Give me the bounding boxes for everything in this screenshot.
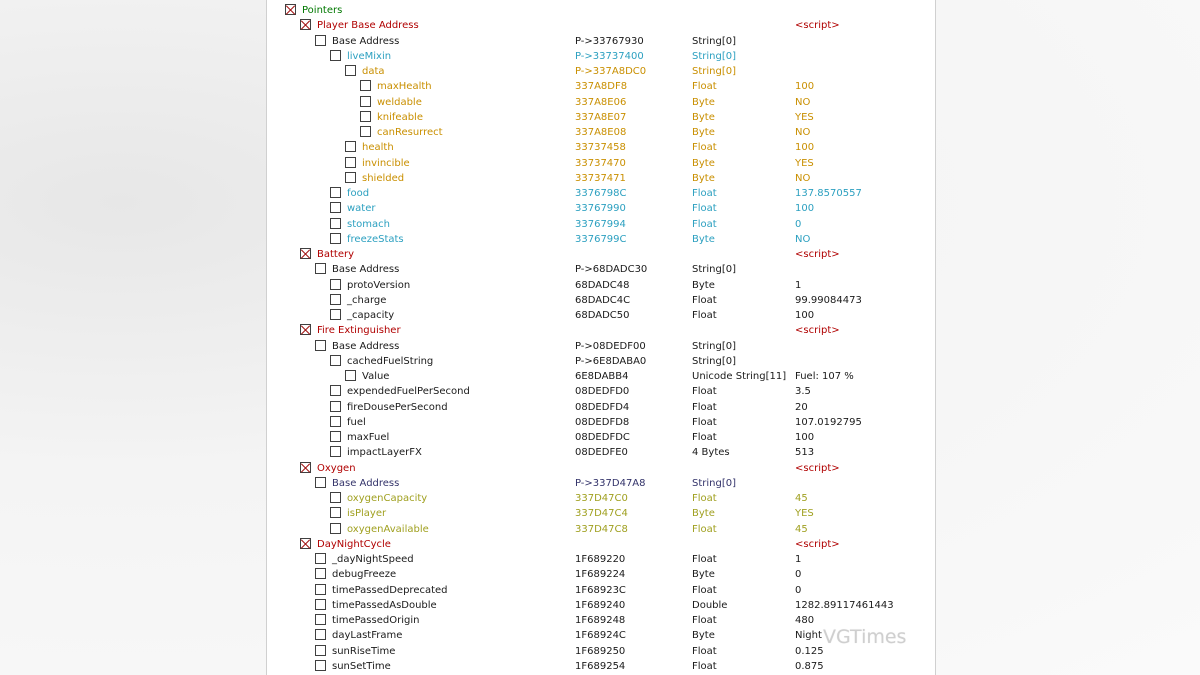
active-checkbox[interactable] — [315, 629, 326, 640]
active-checkbox[interactable] — [315, 645, 326, 656]
row-value[interactable]: 1 — [795, 279, 802, 291]
active-checkbox[interactable] — [360, 126, 371, 137]
row-description[interactable]: invincible — [362, 157, 410, 169]
row-address: 08DEDFE0 — [575, 447, 628, 459]
row-type: Byte — [692, 111, 715, 123]
row-value[interactable]: 0.125 — [795, 645, 824, 657]
row-value[interactable]: 137.8570557 — [795, 188, 862, 199]
table-row[interactable] — [267, 278, 935, 293]
active-checkbox[interactable] — [315, 35, 326, 46]
row-value[interactable]: 0 — [795, 218, 802, 230]
row-type: Float — [692, 432, 717, 443]
row-description[interactable]: fireDousePerSecond — [347, 401, 448, 413]
row-description[interactable]: protoVersion — [347, 279, 411, 291]
table-row[interactable] — [267, 49, 935, 64]
row-description[interactable]: DayNightCycle — [317, 538, 391, 550]
active-checkbox[interactable] — [300, 248, 311, 259]
row-description[interactable]: Fire Extinguisher — [317, 325, 401, 337]
row-value[interactable]: 107.0192795 — [795, 416, 862, 428]
row-value[interactable]: 99.99084473 — [795, 294, 862, 306]
row-address: 33767994 — [575, 218, 626, 230]
table-row[interactable] — [267, 476, 935, 491]
row-type: Float — [692, 142, 717, 154]
row-address: 3376799C — [575, 233, 627, 245]
active-checkbox[interactable] — [330, 187, 341, 198]
row-type: Float — [692, 218, 717, 230]
active-checkbox[interactable] — [360, 96, 371, 107]
table-row[interactable] — [267, 34, 935, 49]
row-type: String[0] — [692, 355, 737, 367]
active-checkbox[interactable] — [330, 523, 341, 534]
table-row[interactable] — [267, 445, 935, 460]
row-value[interactable]: <script> — [795, 249, 840, 260]
table-row[interactable] — [267, 262, 935, 277]
row-description[interactable]: Base Address — [332, 264, 400, 276]
row-address: 3376798C — [575, 188, 627, 199]
row-type: Float — [692, 660, 717, 672]
table-row[interactable] — [267, 522, 935, 537]
row-type: Byte — [692, 157, 715, 169]
row-address: 33737470 — [575, 157, 626, 169]
row-description[interactable]: expendedFuelPerSecond — [347, 386, 470, 398]
row-description[interactable]: timePassedAsDouble — [332, 599, 437, 611]
row-address: 1F68924C — [575, 630, 626, 642]
row-description[interactable]: sunSetTime — [332, 660, 391, 672]
row-type: String[0] — [692, 477, 737, 489]
row-description[interactable]: timePassedOrigin — [332, 615, 420, 626]
row-value[interactable]: YES — [795, 508, 814, 520]
table-row[interactable] — [267, 491, 935, 506]
row-description[interactable]: fuel — [347, 416, 366, 428]
table-row[interactable] — [267, 430, 935, 445]
table-row[interactable] — [267, 232, 935, 247]
row-address: 337A8E06 — [575, 96, 627, 108]
active-checkbox[interactable] — [360, 80, 371, 91]
table-row[interactable] — [267, 583, 935, 598]
active-checkbox[interactable] — [345, 141, 356, 152]
row-description[interactable]: freezeStats — [347, 233, 404, 245]
row-address: 08DEDFD8 — [575, 416, 630, 428]
active-checkbox[interactable] — [315, 263, 326, 274]
row-type: Byte — [692, 172, 715, 184]
table-row[interactable] — [267, 217, 935, 232]
row-description[interactable]: Player Base Address — [317, 20, 419, 32]
row-address: P->68DADC30 — [575, 264, 648, 276]
table-row[interactable] — [267, 659, 935, 674]
table-row[interactable] — [267, 201, 935, 216]
row-type: String[0] — [692, 35, 737, 47]
row-address: 1F689220 — [575, 554, 626, 565]
row-value[interactable]: 1 — [795, 554, 802, 565]
row-description[interactable]: _dayNightSpeed — [332, 554, 414, 565]
row-value[interactable]: NO — [795, 96, 811, 108]
row-type: Byte — [692, 233, 715, 245]
active-checkbox[interactable] — [345, 65, 356, 76]
row-address: P->6E8DABA0 — [575, 355, 647, 367]
row-value[interactable]: Fuel: 107 % — [795, 371, 854, 382]
row-value[interactable]: YES — [795, 111, 814, 123]
row-type: Unicode String[11] — [692, 371, 787, 382]
row-type: Float — [692, 523, 717, 535]
table-row[interactable] — [267, 369, 935, 384]
row-type: Float — [692, 81, 717, 93]
active-checkbox[interactable] — [330, 507, 341, 518]
table-row[interactable] — [267, 247, 935, 262]
row-value[interactable]: 100 — [795, 81, 815, 93]
row-description[interactable]: maxHealth — [377, 81, 432, 93]
row-type: Float — [692, 645, 717, 657]
row-value[interactable]: 3.5 — [795, 386, 811, 398]
row-address: 6E8DABB4 — [575, 371, 629, 382]
active-checkbox[interactable] — [330, 401, 341, 412]
table-row[interactable] — [267, 3, 935, 18]
row-address: 1F689254 — [575, 660, 626, 672]
row-address: 08DEDFDC — [575, 432, 630, 443]
row-address: 1F689248 — [575, 615, 626, 626]
row-value[interactable]: 100 — [795, 203, 815, 215]
row-value[interactable]: <script> — [795, 325, 840, 337]
row-type: Float — [692, 294, 717, 306]
row-value[interactable]: 0 — [795, 569, 802, 581]
active-checkbox[interactable] — [330, 416, 341, 427]
active-checkbox[interactable] — [315, 660, 326, 671]
row-description[interactable]: isPlayer — [347, 508, 387, 520]
table-row[interactable] — [267, 537, 935, 552]
table-row[interactable] — [267, 567, 935, 582]
table-row[interactable] — [267, 400, 935, 415]
table-row[interactable] — [267, 354, 935, 369]
row-address: 68DADC4C — [575, 294, 631, 306]
row-value[interactable]: 100 — [795, 310, 815, 321]
active-checkbox[interactable] — [330, 492, 341, 503]
row-address: P->08DEDF00 — [575, 340, 646, 352]
row-type: Float — [692, 386, 717, 398]
row-description[interactable]: stomach — [347, 218, 390, 230]
table-row[interactable] — [267, 339, 935, 354]
row-value[interactable]: 100 — [795, 142, 815, 154]
row-description[interactable]: debugFreeze — [332, 569, 397, 581]
row-description[interactable]: shielded — [362, 172, 405, 184]
row-type: Float — [692, 401, 717, 413]
row-description[interactable]: oxygenCapacity — [347, 493, 428, 504]
active-checkbox[interactable] — [345, 370, 356, 381]
row-description[interactable]: canResurrect — [377, 127, 443, 138]
active-checkbox[interactable] — [285, 4, 296, 15]
row-description[interactable]: Base Address — [332, 35, 400, 47]
active-checkbox[interactable] — [315, 584, 326, 595]
row-type: Float — [692, 188, 717, 199]
row-type: Float — [692, 310, 717, 321]
row-address: 337A8E08 — [575, 127, 627, 138]
row-value[interactable]: 45 — [795, 493, 808, 504]
row-type: String[0] — [692, 50, 737, 62]
row-description[interactable]: _capacity — [347, 310, 395, 321]
active-checkbox[interactable] — [330, 202, 341, 213]
row-address: 337A8E07 — [575, 111, 627, 123]
active-checkbox[interactable] — [360, 111, 371, 122]
row-description[interactable]: water — [347, 203, 376, 215]
active-checkbox[interactable] — [330, 218, 341, 229]
row-value[interactable]: 45 — [795, 523, 808, 535]
table-row[interactable] — [267, 552, 935, 567]
row-type: String[0] — [692, 264, 737, 276]
row-address: 1F689240 — [575, 599, 626, 611]
row-type: Byte — [692, 127, 715, 138]
row-description[interactable]: oxygenAvailable — [347, 523, 429, 535]
row-type: Byte — [692, 96, 715, 108]
table-row[interactable] — [267, 79, 935, 94]
row-type: Float — [692, 615, 717, 626]
row-description[interactable]: _charge — [347, 294, 387, 306]
row-value[interactable]: 0 — [795, 584, 802, 596]
row-description[interactable]: liveMixin — [347, 50, 392, 62]
row-address: 33737471 — [575, 172, 626, 184]
active-checkbox[interactable] — [300, 538, 311, 549]
row-description[interactable]: health — [362, 142, 394, 154]
active-checkbox[interactable] — [330, 294, 341, 305]
row-value[interactable]: <script> — [795, 538, 840, 550]
row-value[interactable]: Night — [795, 630, 822, 642]
row-address: 337A8DF8 — [575, 81, 628, 93]
row-description[interactable]: Value — [362, 371, 390, 382]
active-checkbox[interactable] — [315, 477, 326, 488]
row-value[interactable]: 0.875 — [795, 660, 824, 672]
active-checkbox[interactable] — [330, 385, 341, 396]
row-type: 4 Bytes — [692, 447, 730, 459]
row-description[interactable]: weldable — [377, 96, 422, 108]
row-description[interactable]: dayLastFrame — [332, 630, 403, 642]
table-row[interactable] — [267, 64, 935, 79]
row-address: P->337A8DC0 — [575, 66, 647, 77]
row-address: P->33767930 — [575, 35, 644, 47]
row-description[interactable]: Base Address — [332, 340, 400, 352]
active-checkbox[interactable] — [315, 614, 326, 625]
row-address: 33737458 — [575, 142, 626, 154]
row-address: 33767990 — [575, 203, 626, 215]
row-address: 08DEDFD0 — [575, 386, 630, 398]
row-description[interactable]: cachedFuelString — [347, 355, 434, 367]
row-value[interactable]: 100 — [795, 432, 815, 443]
row-description[interactable]: Pointers — [302, 5, 343, 16]
row-value[interactable]: NO — [795, 127, 811, 138]
row-type: Float — [692, 584, 717, 596]
table-row[interactable] — [267, 95, 935, 110]
row-type: Byte — [692, 630, 715, 642]
table-row[interactable] — [267, 506, 935, 521]
active-checkbox[interactable] — [300, 324, 311, 335]
row-address: 68DADC48 — [575, 279, 630, 291]
table-row[interactable] — [267, 171, 935, 186]
row-value[interactable]: NO — [795, 233, 811, 245]
active-checkbox[interactable] — [330, 309, 341, 320]
row-type: Byte — [692, 508, 715, 520]
row-value[interactable]: <script> — [795, 20, 840, 32]
row-address: 337D47C0 — [575, 493, 628, 504]
active-checkbox[interactable] — [330, 50, 341, 61]
active-checkbox[interactable] — [330, 279, 341, 290]
row-address: P->337D47A8 — [575, 477, 646, 489]
active-checkbox[interactable] — [345, 157, 356, 168]
row-address: 337D47C4 — [575, 508, 628, 520]
row-type: Float — [692, 554, 717, 565]
active-checkbox[interactable] — [345, 172, 356, 183]
row-type: Byte — [692, 569, 715, 581]
row-value[interactable]: 513 — [795, 447, 815, 459]
row-address: 1F68923C — [575, 584, 626, 596]
row-description[interactable]: Battery — [317, 249, 355, 260]
row-value[interactable]: YES — [795, 157, 814, 169]
row-value[interactable]: 1282.89117461443 — [795, 599, 894, 611]
row-value[interactable]: NO — [795, 172, 811, 184]
row-type: Float — [692, 493, 717, 504]
row-value[interactable]: 480 — [795, 615, 815, 626]
row-description[interactable]: timePassedDeprecated — [332, 584, 448, 596]
active-checkbox[interactable] — [300, 19, 311, 30]
table-row[interactable] — [267, 384, 935, 399]
row-description[interactable]: sunRiseTime — [332, 645, 396, 657]
row-type: String[0] — [692, 66, 737, 77]
active-checkbox[interactable] — [330, 355, 341, 366]
row-value[interactable]: <script> — [795, 462, 840, 474]
active-checkbox[interactable] — [330, 446, 341, 457]
row-address: 1F689224 — [575, 569, 626, 581]
table-row[interactable] — [267, 110, 935, 125]
row-type: Float — [692, 416, 717, 428]
row-description[interactable]: food — [347, 188, 370, 199]
table-row[interactable] — [267, 156, 935, 171]
row-type: String[0] — [692, 340, 737, 352]
table-row[interactable] — [267, 293, 935, 308]
active-checkbox[interactable] — [300, 462, 311, 473]
table-row[interactable] — [267, 308, 935, 323]
row-address: 337D47C8 — [575, 523, 628, 535]
cheat-table-panel — [266, 0, 936, 675]
row-type: Float — [692, 203, 717, 215]
row-description[interactable]: Base Address — [332, 477, 400, 489]
active-checkbox[interactable] — [330, 431, 341, 442]
row-address: 1F689250 — [575, 645, 626, 657]
table-row[interactable] — [267, 415, 935, 430]
active-checkbox[interactable] — [315, 599, 326, 610]
table-row[interactable] — [267, 140, 935, 155]
row-type: Double — [692, 599, 728, 611]
table-row[interactable] — [267, 18, 935, 33]
table-row[interactable] — [267, 598, 935, 613]
row-value[interactable]: 20 — [795, 401, 808, 413]
table-row[interactable] — [267, 186, 935, 201]
row-description[interactable]: knifeable — [377, 111, 423, 123]
row-description[interactable]: impactLayerFX — [347, 447, 422, 459]
active-checkbox[interactable] — [315, 568, 326, 579]
row-description[interactable]: data — [362, 66, 385, 77]
row-address: P->33737400 — [575, 50, 644, 62]
row-description[interactable]: maxFuel — [347, 432, 390, 443]
row-address: 08DEDFD4 — [575, 401, 630, 413]
watermark: VGTimes — [823, 626, 907, 648]
table-row[interactable] — [267, 125, 935, 140]
row-address: 68DADC50 — [575, 310, 630, 321]
active-checkbox[interactable] — [315, 340, 326, 351]
row-description[interactable]: Oxygen — [317, 462, 356, 474]
table-row[interactable] — [267, 461, 935, 476]
active-checkbox[interactable] — [315, 553, 326, 564]
table-row[interactable] — [267, 323, 935, 338]
active-checkbox[interactable] — [330, 233, 341, 244]
row-type: Byte — [692, 279, 715, 291]
